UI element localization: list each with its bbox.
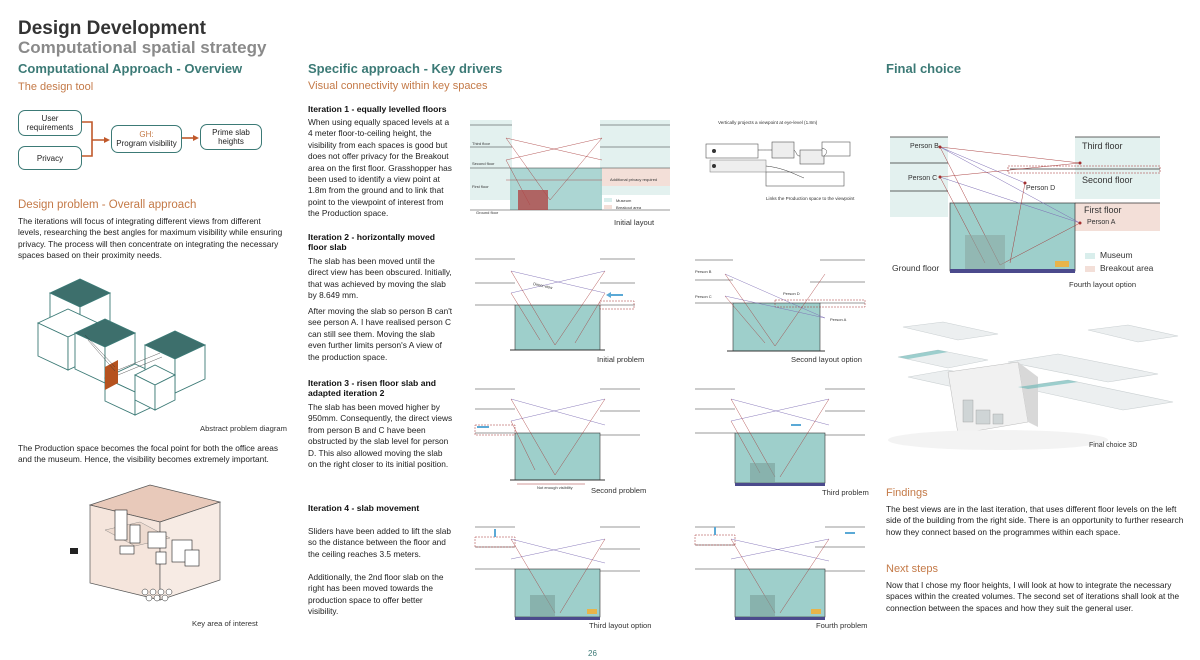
- lbl-first-floor: First floor: [472, 184, 489, 189]
- iteration-4-title: Iteration 4 - slab movement: [308, 503, 420, 513]
- final-3d-diagram: [888, 322, 1178, 452]
- page-title: Design Development: [18, 18, 206, 39]
- lbl-museum: Museum: [616, 198, 632, 203]
- page-number: 26: [588, 649, 597, 658]
- gh-note-2: Links the Production space to the viewpoint: [766, 196, 855, 201]
- final-person-d: Person D: [1026, 185, 1056, 192]
- iteration-3-title: Iteration 3 - risen floor slab and adapted iteration 2: [308, 378, 436, 398]
- iteration-4-text-b: Additionally, the 2nd floor slab on the right has been moved towards the production space to offer better visibility.: [308, 572, 444, 617]
- final-third-floor: Third floor: [1082, 141, 1123, 151]
- lbl-person-c: Person C: [695, 294, 712, 299]
- final-ground-floor: Ground floor: [892, 263, 940, 273]
- caption-second-problem: Second problem: [591, 486, 647, 495]
- design-tool-heading: The design tool: [18, 81, 94, 93]
- legend-museum: Museum: [1085, 250, 1133, 260]
- gh-label: GH:: [139, 130, 154, 139]
- initial-problem-diagram: [475, 255, 635, 355]
- iteration-1-title: Iteration 1 - equally levelled floors: [308, 104, 447, 114]
- final-person-c: Person C: [908, 175, 938, 182]
- iteration-2-title: Iteration 2 - horizontally moved floor slab: [308, 232, 436, 252]
- final-first-floor: First floor: [1084, 205, 1122, 215]
- lbl-second-floor: Second floor: [472, 161, 495, 166]
- lbl-additional-privacy: Additional privacy required: [610, 177, 658, 182]
- problem-text: The iterations will focus of integrating different views from different levels, researching the best angles for maximum visibility while ensuring privacy. The process will then concentrate on integrating the necessary spaces based on their proximity needs.: [18, 216, 283, 261]
- abstract-caption: Abstract problem diagram: [200, 424, 287, 433]
- legend-breakout: Breakout area: [1085, 263, 1153, 273]
- lbl-breakout: Breakout area: [616, 205, 642, 210]
- lbl-person-d: Person D: [783, 291, 800, 296]
- prime-slab-box: Prime slab heights: [200, 124, 262, 150]
- lbl-third-floor: Third floor: [472, 141, 491, 146]
- final-person-b: Person B: [910, 143, 939, 150]
- gh-note-1: Vertically projects a viewpoint at eye-level (1.8m): [718, 120, 818, 125]
- key-area-caption: Key area of interest: [192, 619, 258, 628]
- caption-third-layout: Third layout option: [589, 621, 652, 630]
- second-layout-diagram: [695, 258, 865, 358]
- specific-heading: Specific approach - Key drivers: [308, 61, 503, 76]
- findings-heading: Findings: [886, 487, 928, 499]
- iteration-2-text-a: The slab has been moved until the direct view has been obscured. Initially, that was achieved by moving the slab by 8.649 mm.: [308, 256, 452, 301]
- caption-final-3d: Final choice 3D: [1089, 442, 1138, 449]
- overview-heading: Computational Approach - Overview: [18, 61, 243, 76]
- grasshopper-diagram: [704, 120, 864, 210]
- second-problem-diagram: [475, 385, 640, 490]
- third-layout-diagram: [475, 525, 640, 620]
- caption-third-problem: Third problem: [822, 488, 869, 497]
- abstract-problem-diagram: [30, 275, 260, 435]
- lbl-person-b: Person B: [695, 269, 712, 274]
- caption-fourth-layout: Fourth layout option: [1069, 280, 1137, 289]
- fourth-problem-diagram: [695, 525, 865, 620]
- lbl-person-a: Person A: [830, 317, 847, 322]
- iteration-3-text: The slab has been moved higher by 950mm. Consequently, the direct views from person B and C have been obstructed by the slab level for person D. This also allowed moving the slab on the right closer to its initial position.: [308, 402, 453, 470]
- caption-initial-layout: Initial layout: [614, 218, 655, 227]
- findings-text: The best views are in the last iteration, that uses different floor levels on the left side of the building from the right side. There is an opportunity to further research how they connect based on the programmes within each space.: [886, 504, 1184, 537]
- iteration-2-text-b: After moving the slab so person B can't see person A. I have realised person C can still see them. Moving the slab even further limits person's A view of the production space.: [308, 306, 453, 362]
- caption-initial-problem: Initial problem: [597, 355, 645, 364]
- next-steps-heading: Next steps: [886, 563, 938, 575]
- user-requirements-box: User requirements: [18, 110, 82, 136]
- gh-program-box: [111, 125, 182, 153]
- next-steps-text: Now that I chose my floor heights, I will look at how to integrate the necessary spaces within the created volumes. The second set of iterations shall look at the connection between the spaces and how they suit the general user.: [886, 580, 1180, 613]
- iteration-4-text-a: Sliders have been added to lift the slab so the distance between the floor and the ceiling reaches 3.5 meters.: [308, 526, 451, 559]
- key-area-diagram: [60, 480, 250, 610]
- final-choice-heading: Final choice: [886, 61, 962, 76]
- caption-fourth-problem: Fourth problem: [816, 621, 868, 630]
- lbl-direct-view: Direct view: [532, 281, 553, 291]
- final-person-a: Person A: [1087, 219, 1116, 226]
- production-text: The Production space becomes the focal point for both the office areas and the museum. Hence, the visibility becomes extremely important.: [18, 443, 278, 465]
- initial-layout-diagram: [470, 120, 670, 220]
- privacy-box: Privacy: [18, 146, 82, 170]
- problem-heading: Design problem - Overall approach: [18, 199, 197, 211]
- gh-program-label: Program visibility: [116, 139, 177, 148]
- final-second-floor: Second floor: [1082, 175, 1133, 185]
- caption-second-layout: Second layout option: [791, 355, 862, 364]
- third-problem-diagram: [695, 385, 865, 485]
- specific-subheading: Visual connectivity within key spaces: [308, 80, 488, 92]
- page-subtitle: Computational spatial strategy: [18, 38, 267, 57]
- lbl-ground-floor: Ground floor: [476, 210, 499, 215]
- lbl-not-enough: Not enough visibility: [537, 485, 573, 490]
- iteration-1-text: When using equally spaced levels at a 4 meter floor-to-ceiling height, the visibility from each spaces is good but does not offer privacy for the Breakout area on the first floor. Grasshopper has been used to identify a view point at 1.8m from the ground and to link that point to the viewpoint of interest from the Production space.: [308, 117, 452, 219]
